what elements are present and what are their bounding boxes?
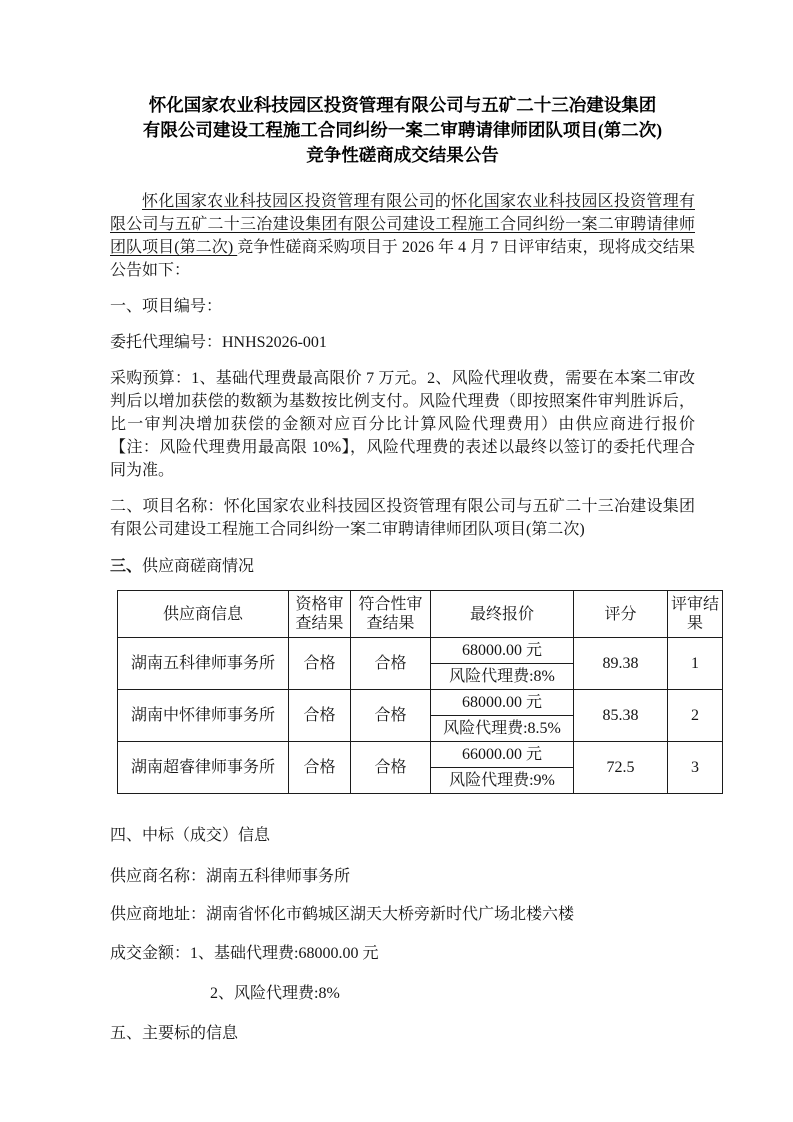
table-row: [118, 690, 723, 716]
procurement-budget-paragraph: 采购预算：1、基础代理费最高限价 7 万元。2、风险代理收费，需要在本案二审改判后以增加获偿的数额为基数按比例支付。风险代理费（即按照案件审判胜诉后，比一审判决增加获偿的金额对应百分比计算风险代理费用）由供应商进行报价【注：风险代理费用最高限 10%】，风险代理费的表述以最终以签订的委托代理合同为准。: [110, 370, 695, 479]
table-header-row: [118, 591, 723, 638]
qualification-cell: 合格: [289, 690, 351, 742]
supplier-name-cell: 湖南五科律师事务所: [118, 638, 289, 690]
rank-cell: 2: [668, 690, 723, 742]
conformity-cell: 合格: [351, 690, 431, 742]
awarded-supplier-name: 供应商名称：湖南五科律师事务所: [110, 868, 351, 885]
header-final-quote: 最终报价: [431, 591, 574, 638]
header-conformity-review: 符合性审查结果: [351, 591, 431, 638]
header-supplier-info: 供应商信息: [118, 591, 289, 638]
section5-heading: 五、主要标的信息: [110, 1025, 239, 1042]
section1-heading: 一、项目编号：: [110, 298, 223, 315]
awarded-supplier-address: 供应商地址：湖南省怀化市鹤城区湖天大桥旁新时代广场北楼六楼: [110, 906, 575, 923]
agency-code-line: 委托代理编号：HNHS2026-001: [110, 334, 327, 351]
section4-heading: 四、中标（成交）信息: [110, 827, 271, 844]
conformity-cell: 合格: [351, 638, 431, 690]
price-cell: 66000.00 元: [431, 742, 574, 768]
supplier-name-cell: 湖南中怀律师事务所: [118, 690, 289, 742]
price-cell: 68000.00 元: [431, 690, 574, 716]
award-amount-line1: 成交金额：1、基础代理费:68000.00 元: [110, 945, 379, 962]
header-qualification-review: 资格审查结果: [289, 591, 351, 638]
section3-title: 供应商磋商情况: [142, 558, 255, 575]
score-cell: 89.38: [574, 638, 668, 690]
conformity-cell: 合格: [351, 742, 431, 794]
score-cell: 72.5: [574, 742, 668, 794]
rank-cell: 3: [668, 742, 723, 794]
intro-paragraph: [110, 190, 695, 282]
negotiation-table: [117, 590, 723, 794]
intro-connector: 的: [434, 193, 452, 210]
risk-fee-cell: 风险代理费:8.5%: [431, 716, 574, 742]
title-line-3: 竞争性磋商成交结果公告: [306, 145, 499, 165]
table-row: [118, 742, 723, 768]
intro-tail: 竞争性磋商采购项目于 2026 年 4 月 7 日评审结束，现将成交结果公告如下：: [110, 239, 695, 279]
negotiation-table-wrap: [117, 590, 719, 794]
score-cell: 85.38: [574, 690, 668, 742]
supplier-name-cell: 湖南超睿律师事务所: [118, 742, 289, 794]
qualification-cell: 合格: [289, 742, 351, 794]
qualification-cell: 合格: [289, 638, 351, 690]
risk-fee-cell: 风险代理费:9%: [431, 768, 574, 794]
section3-heading: [110, 555, 695, 578]
header-score: 评分: [574, 591, 668, 638]
project-name-link: 怀化国家农业科技园区投资管理有限公司与五矿二十三冶建设集团有限公司建设工程施工合同纠纷一案二审聘请律师团队项目(第二次): [110, 193, 695, 256]
risk-fee-cell: 风险代理费:8%: [431, 664, 574, 690]
rank-cell: 1: [668, 638, 723, 690]
purchaser-name-link: 怀化国家农业科技园区投资管理有限公司: [142, 193, 435, 210]
award-amount-line2: 2、风险代理费:8%: [210, 985, 340, 1002]
title-line-1: 怀化国家农业科技园区投资管理有限公司与五矿二十三冶建设集团: [148, 95, 657, 115]
price-cell: 68000.00 元: [431, 638, 574, 664]
header-review-result: 评审结果: [668, 591, 723, 638]
table-row: [118, 638, 723, 664]
document-title: [110, 93, 695, 168]
section3-number: 三、: [110, 558, 143, 575]
section2-heading: 二、项目名称：怀化国家农业科技园区投资管理有限公司与五矿二十三冶建设集团有限公司建设工程施工合同纠纷一案二审聘请律师团队项目(第二次): [110, 498, 695, 538]
title-line-2: 有限公司建设工程施工合同纠纷一案二审聘请律师团队项目(第二次): [142, 120, 663, 140]
